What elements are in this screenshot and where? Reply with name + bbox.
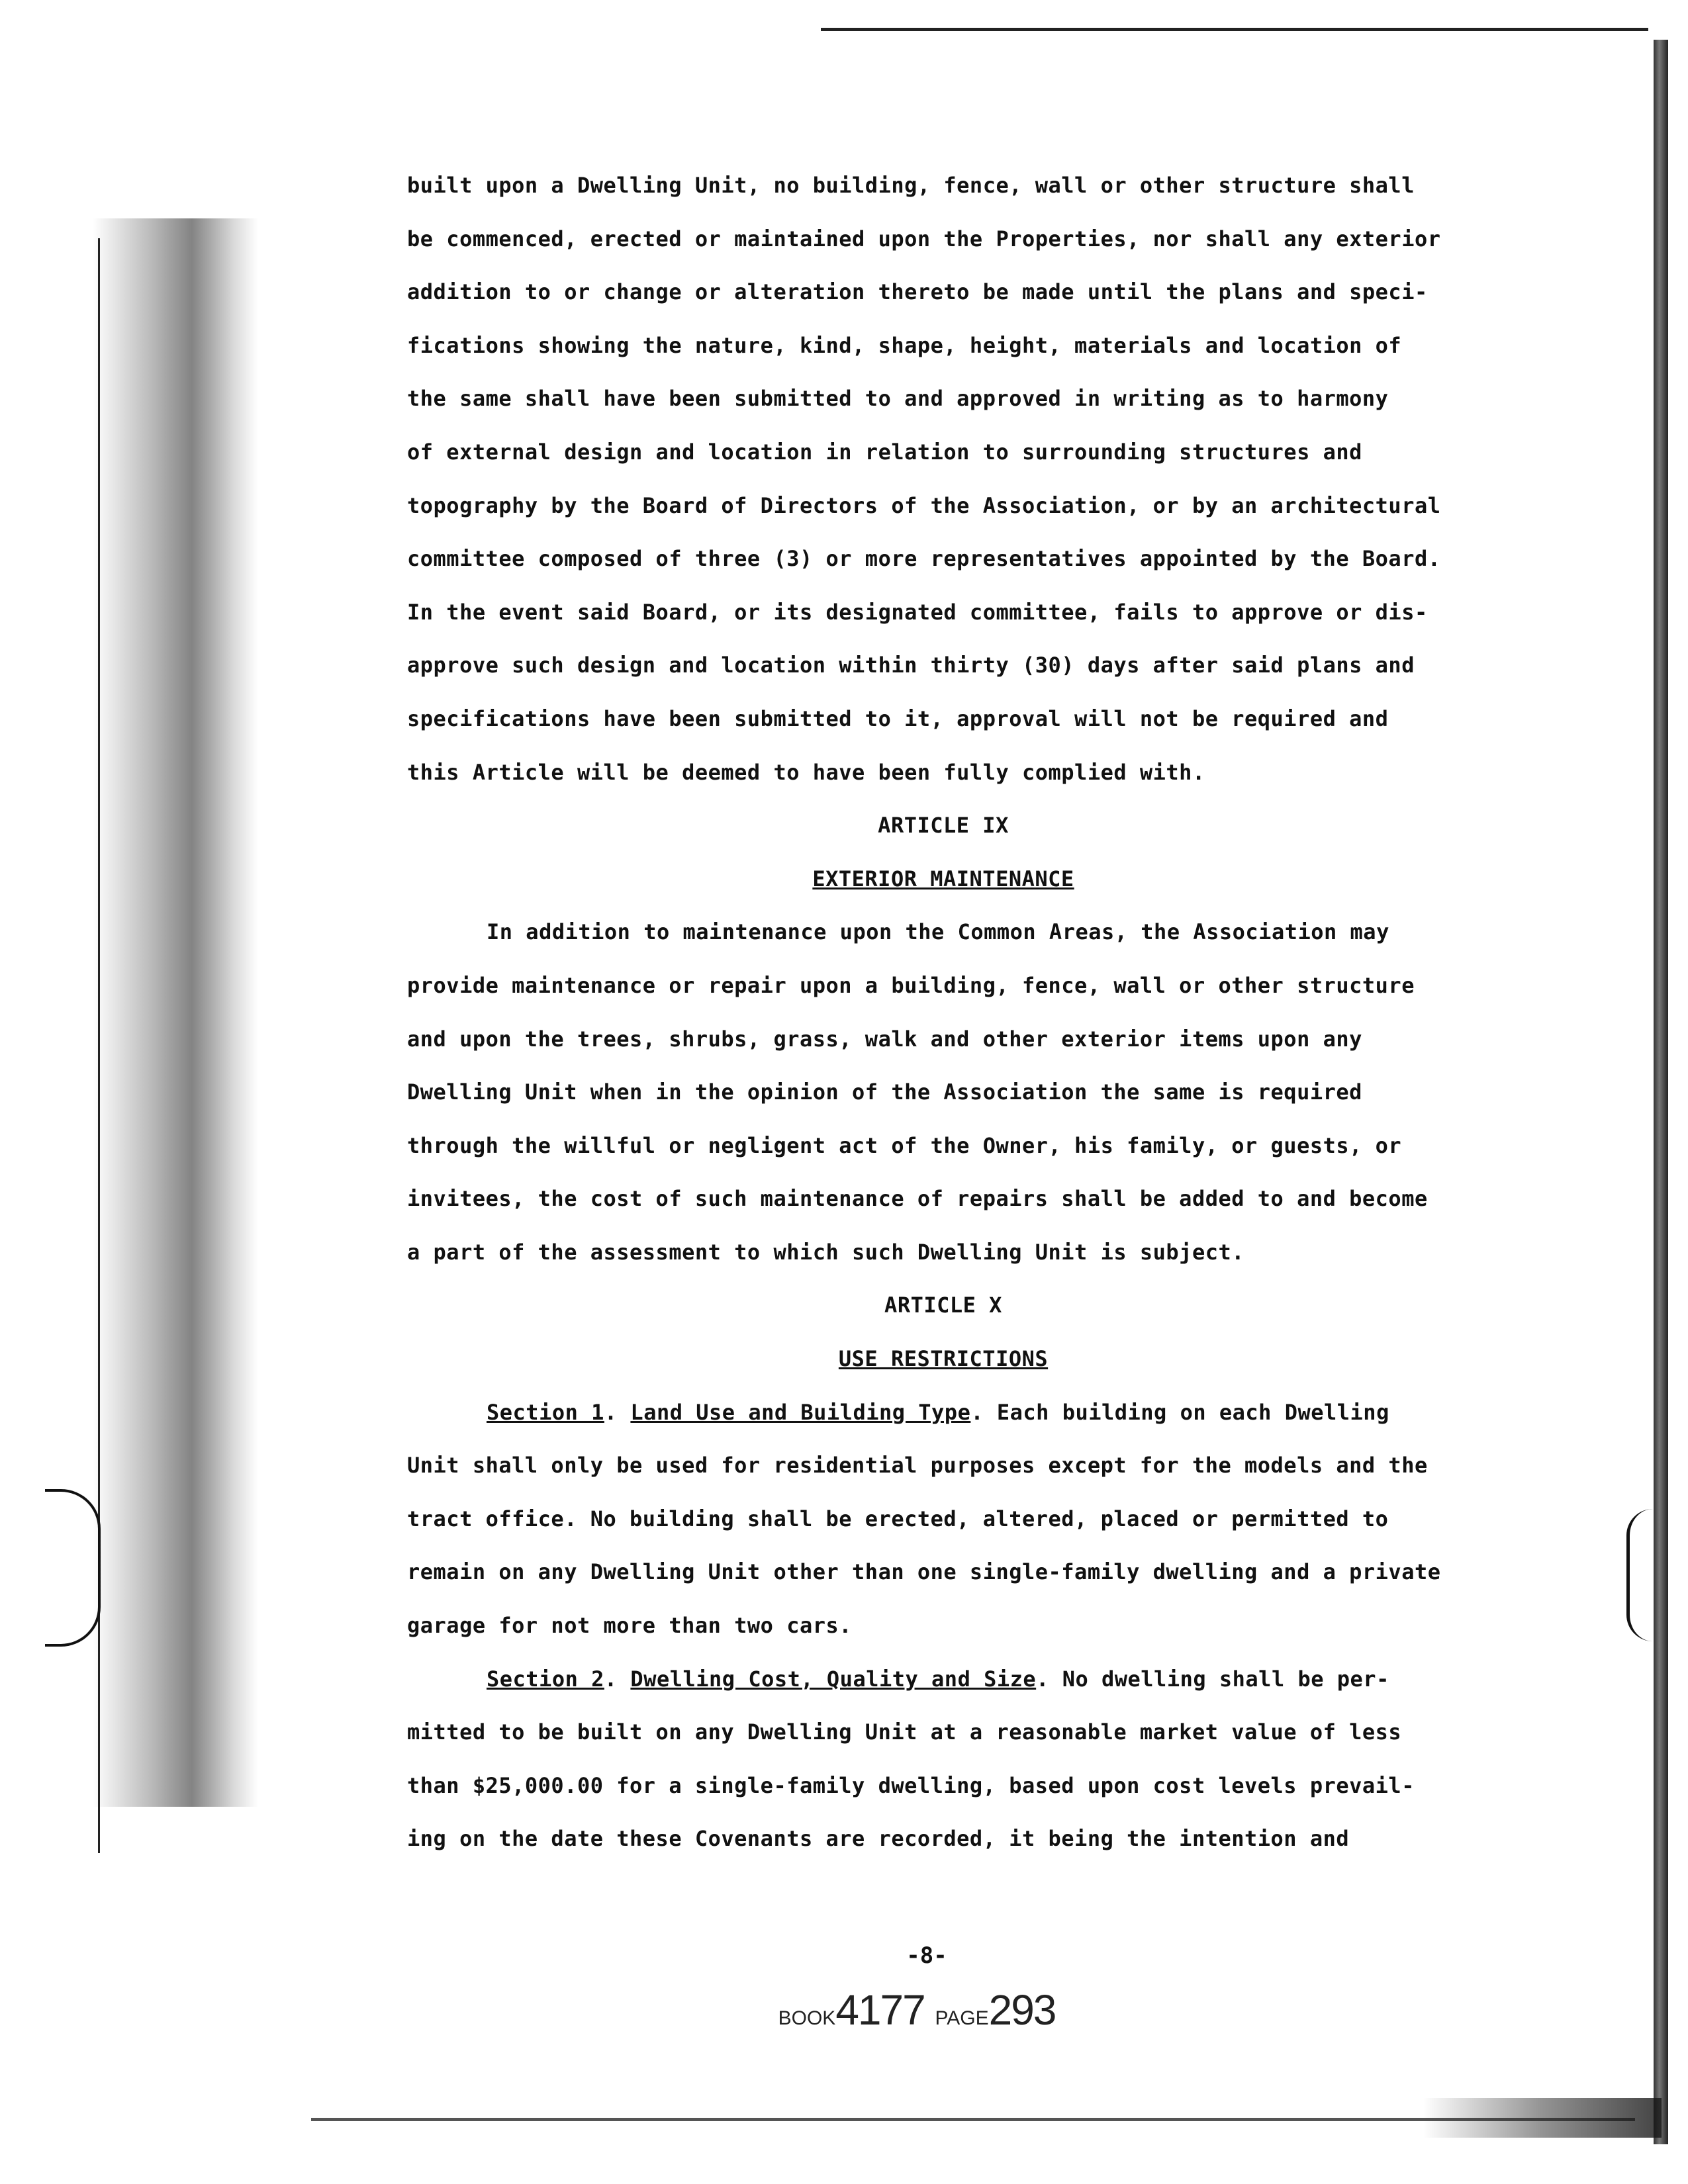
article-x-title: USE RESTRICTIONS — [838, 1346, 1049, 1372]
book-number: 4177 — [835, 1986, 925, 2034]
body-line: tract office. No building shall be erected, altered, placed or permitted to — [407, 1506, 1389, 1531]
body-line: In addition to maintenance upon the Common Areas, the Association may — [487, 919, 1389, 945]
body-line: than $25,000.00 for a single-family dwelling, based upon cost levels prevail- — [407, 1772, 1415, 1798]
section-1-first-line: Section 1. Land Use and Building Type. Each building on each Dwelling — [487, 1399, 1389, 1425]
binding-mark-left — [45, 1489, 101, 1647]
book-label: BOOK — [778, 2007, 836, 2029]
article-x-heading — [407, 1332, 1479, 1386]
body-line: a part of the assessment to which such Dwelling Unit is subject. — [407, 1239, 1244, 1265]
body-line: topography by the Board of Directors of the Association, or by an architectural — [407, 492, 1441, 518]
section-2-title: Dwelling Cost, Quality and Size — [630, 1666, 1037, 1692]
body-line: Dwelling Unit when in the opinion of the Association the same is required — [407, 1079, 1362, 1105]
page-label: PAGE — [935, 2007, 989, 2029]
article-ix-number: ARTICLE IX — [878, 813, 1009, 839]
body-line: mitted to be built on any Dwelling Unit at a reasonable market value of less — [407, 1719, 1402, 1745]
body-line: built upon a Dwelling Unit, no building, fence, wall or other structure shall — [407, 173, 1415, 198]
body-line: In the event said Board, or its designated committee, fails to approve or dis- — [407, 599, 1428, 625]
article-ix-heading — [407, 852, 1479, 906]
section-1-label: Section 1 — [487, 1399, 604, 1425]
body-line: garage for not more than two cars. — [407, 1613, 853, 1639]
body-line: of external design and location in relation to surrounding structures and — [407, 439, 1362, 465]
article-x-number: ARTICLE X — [884, 1293, 1002, 1318]
article-ix-title: EXTERIOR MAINTENANCE — [812, 866, 1074, 891]
page-value: 293 — [988, 1986, 1056, 2034]
body-line: provide maintenance or repair upon a building, fence, wall or other structure — [407, 972, 1415, 998]
book-page-stamp — [778, 1985, 1056, 2034]
section-1-title: Land Use and Building Type — [630, 1399, 971, 1425]
section-2-first-line: Section 2. Dwelling Cost, Quality and Size. No dwelling shall be per- — [487, 1666, 1389, 1692]
body-line: through the willful or negligent act of the Owner, his family, or guests, or — [407, 1132, 1402, 1158]
page-number: -8- — [906, 1942, 947, 1969]
body-line: remain on any Dwelling Unit other than one single-family dwelling and a private — [407, 1559, 1441, 1585]
body-line: be commenced, erected or maintained upon the Properties, nor shall any exterior — [407, 226, 1441, 251]
body-line: ing on the date these Covenants are recorded, it being the intention and — [407, 1826, 1350, 1852]
body-line: approve such design and location within thirty (30) days after said plans and — [407, 653, 1415, 678]
page-edge-right — [1654, 40, 1668, 2144]
body-line: and upon the trees, shrubs, grass, walk and other exterior items upon any — [407, 1026, 1362, 1052]
section-2-label: Section 2 — [487, 1666, 604, 1692]
body-line: committee composed of three (3) or more representatives appointed by the Board. — [407, 546, 1441, 572]
document-body — [407, 159, 1479, 1866]
top-edge-rule — [821, 28, 1648, 31]
binding-mark-right — [1626, 1509, 1656, 1641]
section-1-lead: Each building on each Dwelling — [996, 1399, 1389, 1425]
body-line: the same shall have been submitted to and approved in writing as to harmony — [407, 386, 1389, 412]
body-line: addition to or change or alteration thereto be made until the plans and speci- — [407, 279, 1428, 305]
body-line: fications showing the nature, kind, shape, height, materials and location of — [407, 332, 1402, 358]
body-line: Unit shall only be used for residential purposes except for the models and the — [407, 1453, 1428, 1479]
body-line: this Article will be deemed to have been fully complied with. — [407, 759, 1205, 785]
scan-shadow-bottom — [1423, 2098, 1662, 2138]
scan-shadow-left — [93, 218, 258, 1807]
body-line: invitees, the cost of such maintenance of repairs shall be added to and become — [407, 1186, 1428, 1212]
section-2-lead: No dwelling shall be per- — [1062, 1666, 1389, 1692]
body-line: specifications have been submitted to it, approval will not be required and — [407, 705, 1389, 731]
